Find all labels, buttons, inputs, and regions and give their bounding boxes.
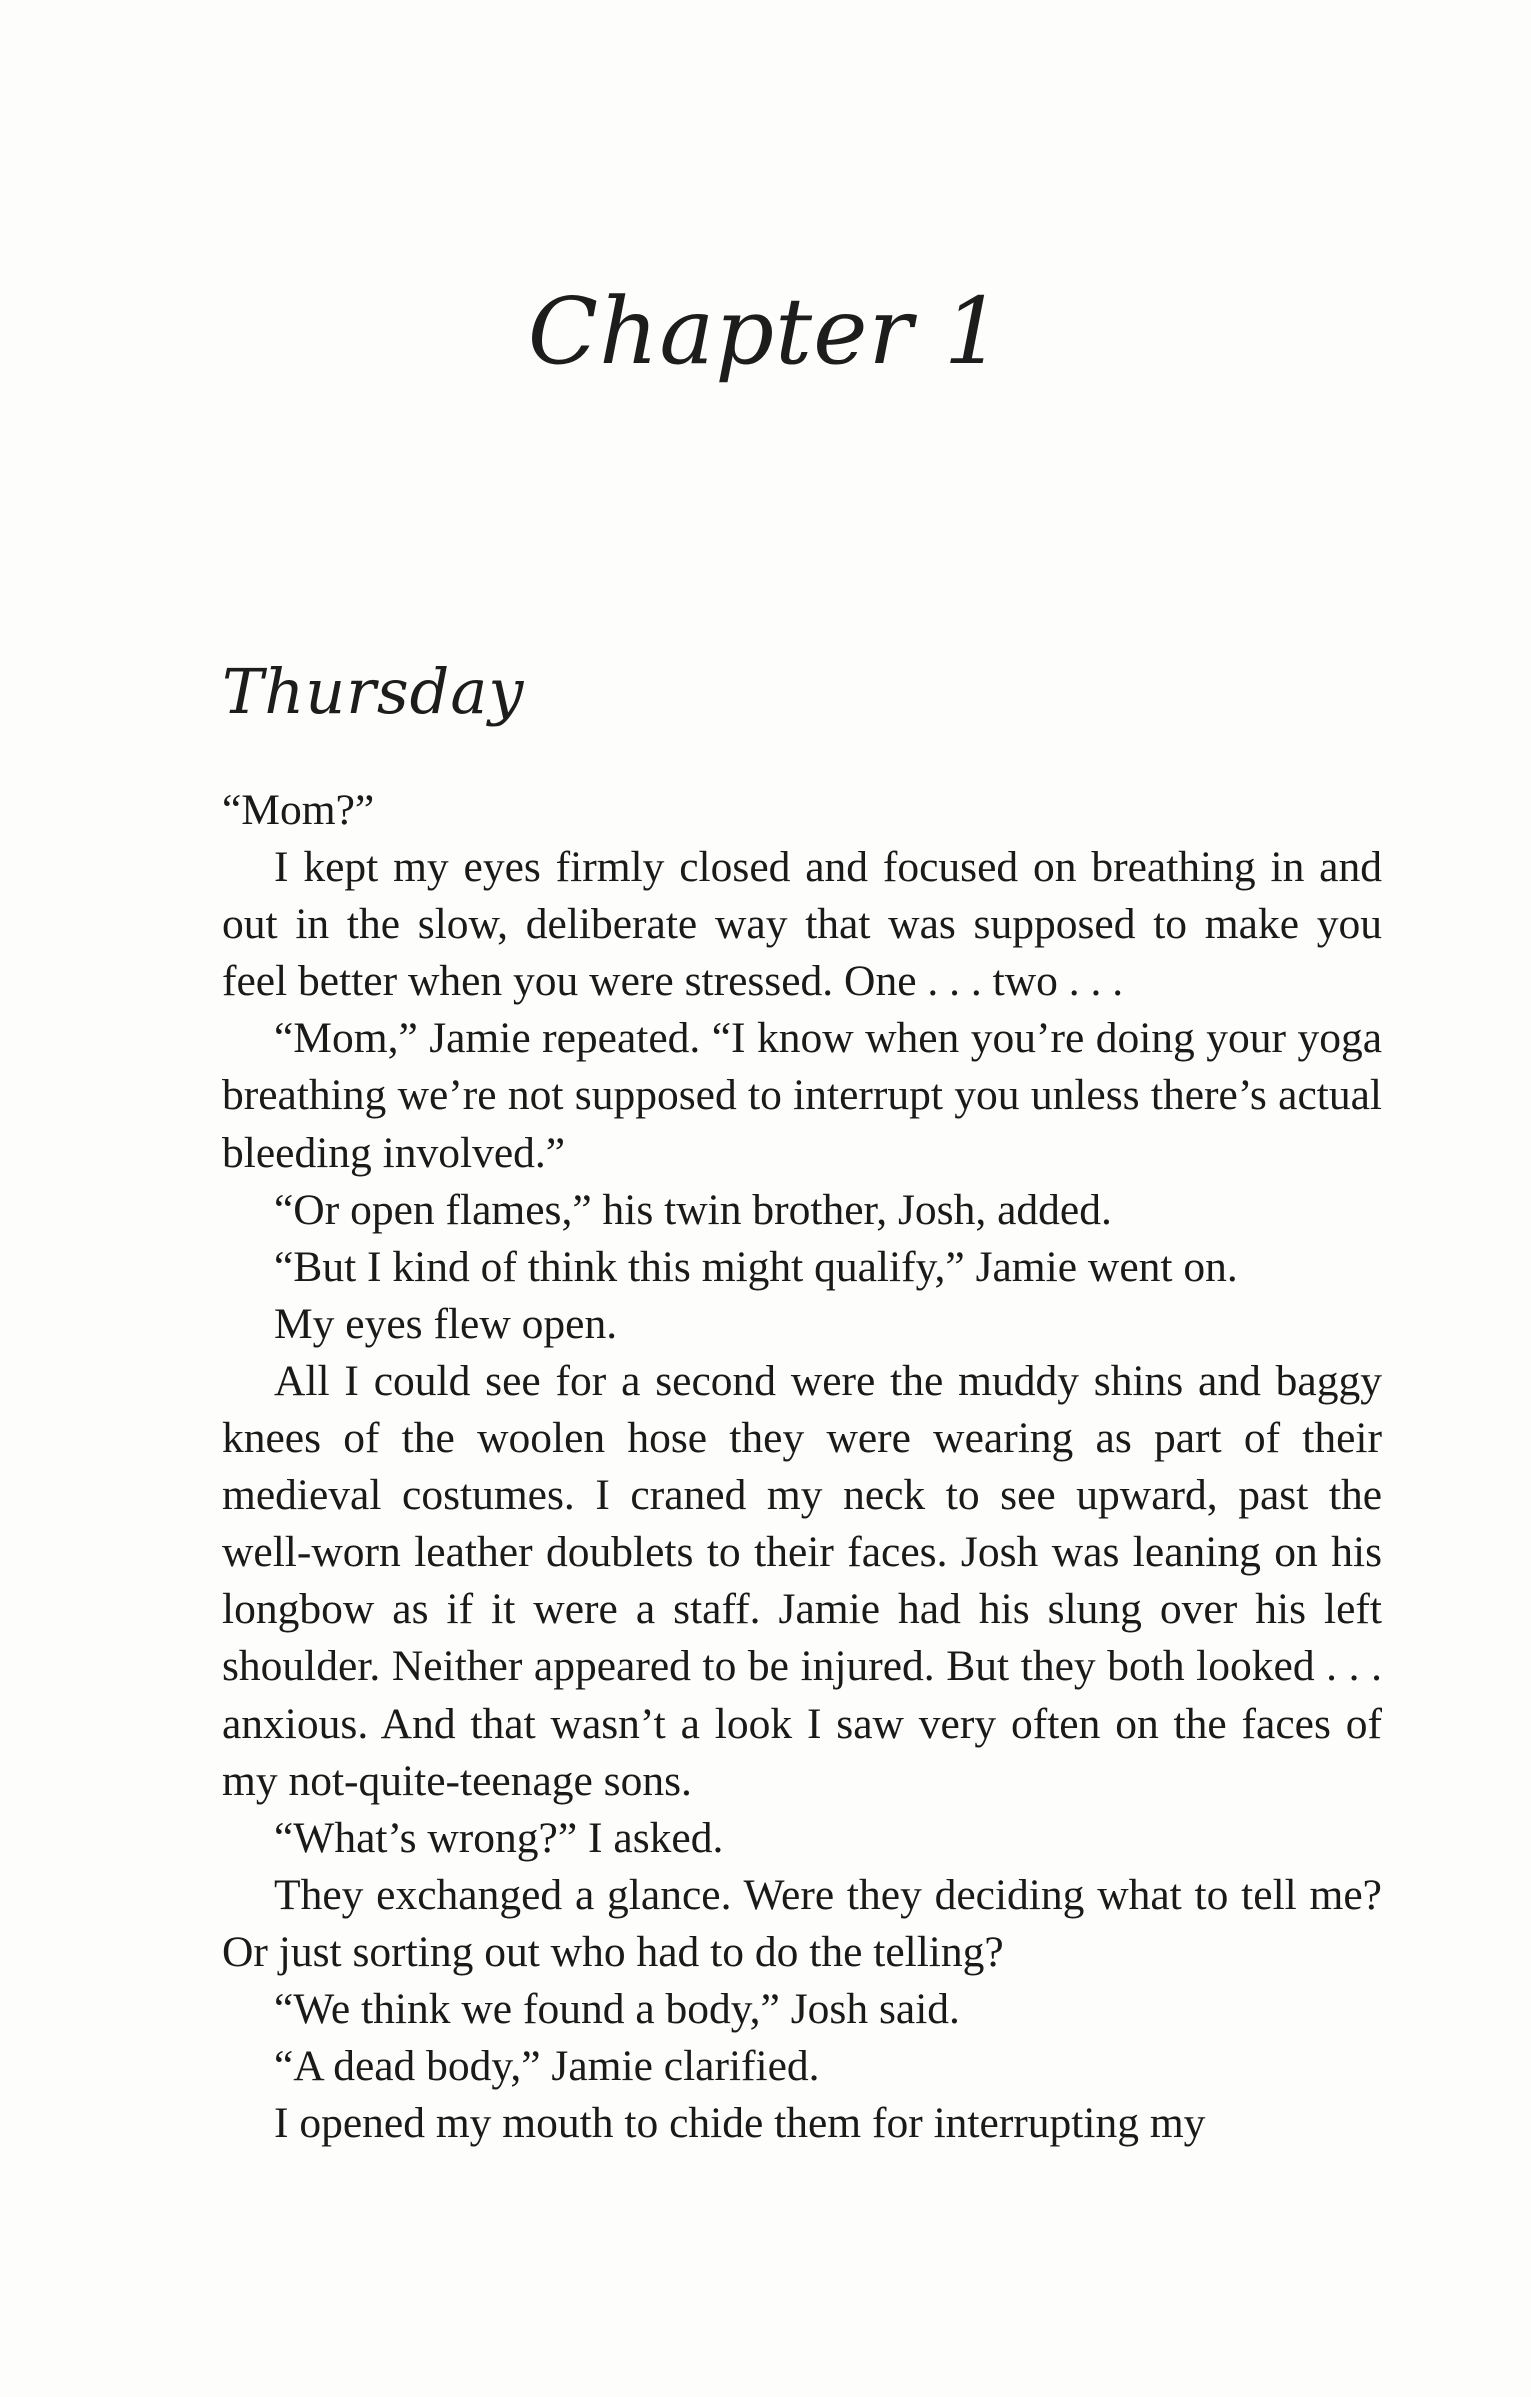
chapter-title: Chapter 1 xyxy=(527,278,1004,385)
paragraph: “A dead body,” Jamie clarified. xyxy=(274,2042,820,2091)
paragraph: “Or open flames,” his twin brother, Josh, added. xyxy=(274,1185,1112,1234)
paragraph: “What’s wrong?” I asked. xyxy=(274,1813,724,1862)
paragraph: They exchanged a glance. Were they deciding what to tell me? Or just sorting out who had to do the telling? xyxy=(222,1870,1382,1976)
paragraph: “Mom?” xyxy=(222,786,375,834)
section-heading: Thursday xyxy=(222,655,525,728)
paragraph: “But I kind of think this might qualify,” Jamie went on. xyxy=(274,1242,1238,1291)
paragraph: All I could see for a second were the muddy shins and baggy knees of the woolen hose they were wearing as part of their medieval costumes. I craned my neck to see upward, past the well-worn leather doublets to their faces. Josh was leaning on his longbow as if it were a staff. Jamie had his slung over his left shoulder. Neither appeared to be injured. But they both looked . . . anxious. And that wasn’t a look I saw very often on the faces of my not-quite-teenage sons. xyxy=(222,1356,1382,1805)
paragraph: “We think we found a body,” Josh said. xyxy=(274,1984,960,2033)
paragraph: “Mom,” Jamie repeated. “I know when you’re doing your yoga breathing we’re not supposed to interrupt you unless there’s actual bleeding involved.” xyxy=(222,1014,1382,1177)
paragraph: I kept my eyes firmly closed and focused on breathing in and out in the slow, deliberate way that was supposed to make you feel better when you were stressed. One . . . two . . . xyxy=(222,843,1382,1006)
body-text xyxy=(222,782,1382,2152)
paragraph: My eyes flew open. xyxy=(274,1299,618,1348)
paragraph: I opened my mouth to chide them for interrupting my xyxy=(274,2099,1206,2148)
